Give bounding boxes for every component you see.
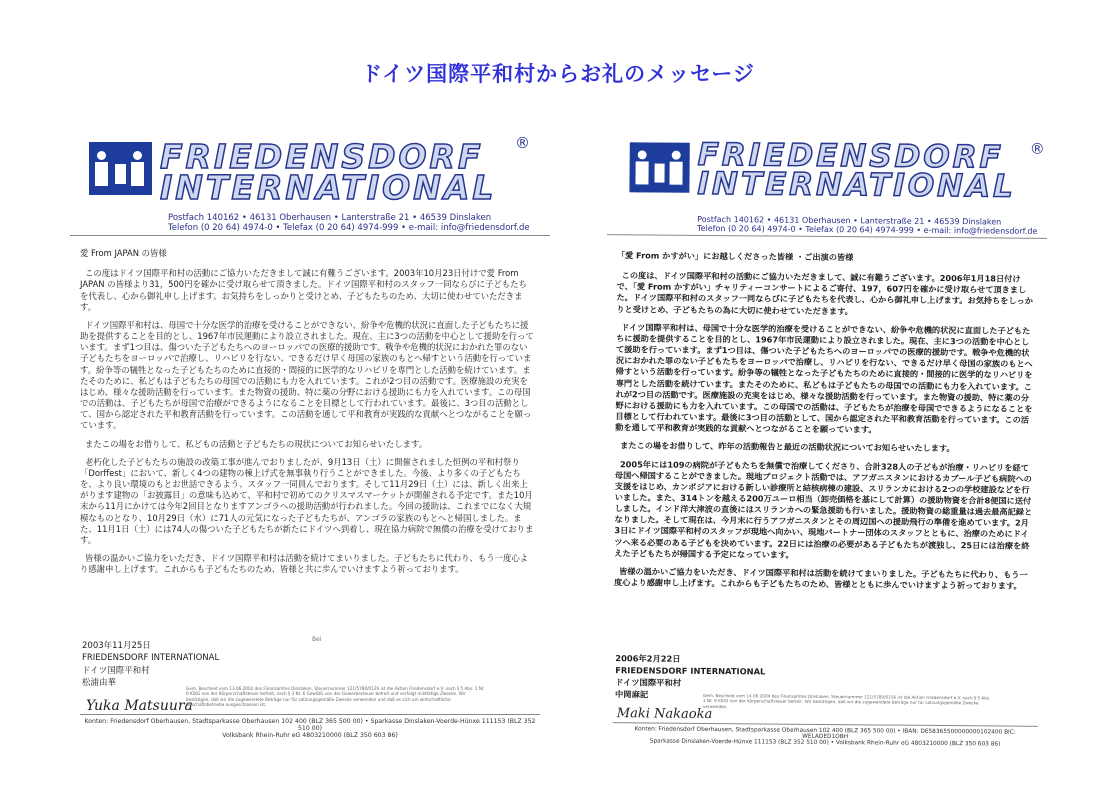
letter-date: 2006年2月22日: [615, 653, 681, 664]
bank-line-1: Konten: Friedensdorf Oberhausen, Stadtsparkasse Oberhausen 102 400 (BLZ 365 500 00) • Sparkasse Dinslaken-Voerde-Hünxe 111153 (BLZ 352 510 00): [84, 718, 536, 732]
bank-line-1: Konten: Friedensdorf Oberhausen, Stadtsparkasse Oberhausen 102 400 (BLZ 365 500 00) • IBAN: DE58365500000000102400 BIC: WELADED1OBH: [634, 726, 1016, 741]
legal-note: Gem. Bescheid vom 13.06.2002 des Finanzamtes Dinslaken, Steuernummer 121/5780/0126 ist die Aktion Friedensdorf e.V. nach § 5 Abs. 1 Nr. 9 KStG von der Körperschaftsteuer befreit, nach § 3 Nr. 6 GewStG von der Gewerbesteuer befreit und verfolgt mildtätige Zwecke. Wir bestätigen, daß wir die zugewendete Beträge nur für satzungsgemäße Zwecke verwenden und daß es sich um wirtschaftliche Geschäftsbetriebe ausgeschlossen ist.: [186, 686, 485, 707]
paragraph: ドイツ国際平和村は、母国で十分な医学的治療を受けることができない、紛争や危機的状況に直面した子どもたちに援助を提供することを目的とし、1967年市民運動により設立されました。現在、主に3つの活動を中心として援助を行っています。まず1つ目は、傷ついた子どもたちへのヨーロッパでの医療的援助です。戦争や危機的状況におかれた罪のない子どもたちをヨーロッパで治療し、リハビリを行ない、できるだけ早く母国の家族のもとへ帰すという活動を行っています。紛争等の犠牲となった子どもたちのために直接的・間接的に医学的なリハビリを専門とした活動を続けています。またそのために、私どもは子どもたちの母国での活動にも力を入れています。これが2つ目の活動です。医療施設の充実をはじめ、様々な援助活動を行っています。また物資の援助、特に薬の分野における援助にも力を入れています。この母国での活動は、子どもたちが治療を母国でできるようになることを目標として行われています。最後に3つ目の活動として、国から認定された平和教育活動を行っています。この活動を通して平和教育が実践的な貢献へとつながることを願っています。: [615, 321, 1033, 435]
letter-date: 2003年11月25日: [82, 641, 151, 651]
signature-block: [82, 640, 219, 689]
paragraph: 皆様の温かいご協力をいただき、ドイツ国際平和村は活動を続けてまいりました。子どもたちに代わり、もう一度心より感謝申し上げます。これからも子どもたちのため、皆様と共に歩んでいけますよう祈っております。: [80, 553, 529, 575]
org-name-en: FRIEDENSDORF INTERNATIONAL: [82, 653, 220, 664]
org-name-ja: ドイツ国際平和村: [615, 677, 682, 688]
paragraph: またこの場をお借りして、私どもの活動と子どもたちの現状についてお知らせいたします。: [85, 438, 428, 449]
legal-note: Gem. Bescheid vom 14.06.2004 des Finanzamtes Dinslaken, Steuernummer 121/5780/0156 ist die Aktion Friedensdorf e.V. nach § 5 Abs. 1 Nr. 9 KStG von der Körperschaftsteuer befreit. Wir bestätigen, daß wir die zugewendete Beträge nur für satzungsgemäße Zwecke verwenden.: [702, 692, 991, 709]
org-name-ja: ドイツ国際平和村: [82, 665, 150, 676]
friedensdorf-logo-icon: [89, 142, 152, 195]
wordmark-line-1: FRIEDENSDORF: [160, 137, 484, 176]
paragraph: またこの場をお借りして、昨年の活動報告と最近の活動状況についてお知らせいたします。: [620, 440, 955, 454]
org-name-en: FRIEDENSDORF INTERNATIONAL: [615, 665, 766, 677]
wordmark-line-1: FRIEDENSDORF: [697, 136, 1004, 176]
salutation: 「愛 From かすがい」にお越しくださった皆様 ・ご出演の皆様: [616, 250, 854, 263]
wordmark: [160, 137, 497, 207]
letterhead: [60, 128, 560, 208]
paragraph: 2005年には109の病院が子どもたちを無償で治療してくださり、合計328人の子どもが治療・リハビリを経て母国へ帰国することができました。現地プロジェクト活動では、アフガニスタンにおけるカブール子ども病院への支援をはじめ、カンボジアにおける新しい診療所と結核病棟の建設、スリランカにおける2つの学校建設などを行いました。また、314トンを越える200万ユーロ相当（卸売価格を基にして計算）の援助物資を合計8便国に送付しました。インド洋大津波の直後にはスリランカへの緊急援助も行いました。援助物資の総重量は過去最高記録となりました。そして現在は、今月末に行うアフガニスタンとその周辺国への援助飛行の準備を進めています。2月3日にドイツ国際平和村のスタッフが現地へ向かい、現地パートナー団体のスタッフとともに、治療のためにドイツへ来る必要のある子どもを決めています。22日には治療の必要がある子どもたちが渡独し、25日には治療を終えた子どもたちが帰国する予定になっています。: [614, 458, 1033, 560]
salutation: 愛 From JAPAN の皆様: [80, 248, 167, 258]
address-line: Postfach 140162 • 46131 Oberhausen • Lanterstraße 21 • 46539 Dinslaken: [168, 213, 492, 223]
wordmark-line-2: INTERNATIONAL: [697, 165, 1016, 205]
registered-mark: ®: [1029, 139, 1045, 158]
page-title: ドイツ国際平和村からお礼のメッセージ: [361, 62, 755, 86]
registered-mark: ®: [515, 134, 530, 152]
paragraph: この度はドイツ国際平和村の活動にご協力いただきまして誠に有難うございます。2003年10月23日付けで愛 From JAPAN の皆様より31，500円を確かに受け取らせて頂きました。ドイツ国際平和村のスタッフ一同ならびに子どもたちを代表し、心から御礼申し上げます。お気持ちをしっかりと受けとめ、子どもたちのため、大切に使わせていただきます。: [80, 268, 527, 312]
paragraph: 皆様の温かいご協力をいただき、ドイツ国際平和村は活動を続けてまいりました。子どもたちに代わり、もう一度心より感謝申し上げます。これからも子どもたちのため、皆様とともに歩んでいけますよう祈っております。: [613, 566, 1028, 591]
bank-footer: [613, 726, 1038, 748]
contact-line: Telefon (0 20 64) 4974-0 • Telefax (0 20 64) 4974-999 • e-mail: info@friedensdorf.de: [168, 223, 530, 233]
thank-you-letter-2003: [60, 128, 560, 743]
signatory-name: 松浦由華: [82, 677, 117, 688]
wordmark: [697, 136, 1016, 205]
paragraph: この度は、ドイツ国際平和村の活動にご協力いただきまして、誠に有難うございます。2006年1月18日付けで、「愛 From かすがい」チャリティーコンサートによるご寄付、197，607円を確かに受け取らせて頂きました。ドイツ国際平和村のスタッフ一同ならびに子どもたちを代表し、心から御礼申し上げます。お気持ちをしっかりと受けとめ、子どもたちの為に大切に使わせていただきます。: [616, 270, 1033, 316]
letter-body: [80, 248, 535, 582]
letterhead: [597, 122, 1060, 206]
thank-you-letter-2006: [593, 122, 1060, 754]
letter-body: [614, 250, 1037, 599]
wordmark-line-2: INTERNATIONAL: [160, 168, 497, 207]
friedensdorf-logo-icon: [629, 142, 689, 193]
bank-line-2: Volksbank Rhein-Ruhr eG 4803210000 (BLZ 350 603 86): [222, 732, 398, 739]
handwritten-signature: Maki Nakaoka: [616, 706, 713, 723]
bank-footer: [80, 718, 540, 739]
contact-line: Telefon (0 20 64) 4974-0 • Telefax (0 20 64) 4974-999 • e-mail: info@friedensdorf.de: [697, 223, 1038, 236]
closing-mark: Bei: [312, 636, 322, 643]
paragraph: ドイツ国際平和村は、母国で十分な医学的治療を受けることができない、紛争や危機的状況に直面した子どもたちに援助を提供することを目的とし、1967年市民運動により設立されました。現在、主に3つの活動を中心として援助を行っています。まず1つ目は、傷ついた子どもたちへのヨーロッパでの医療的援助です。戦争や危機的状況におかれた罪のない子どもたちをヨーロッパで治療し、リハビリを行ない、できるだけ早く母国の家族のもとへ帰すという活動を行っています。紛争等の犠牲となった子どもたちのために直接的・間接的に医学的なリハビリを専門とした活動を続けています。またそのために、私どもは子どもたちの母国での活動にも力を入れています。これが2つ目の活動です。医療施設の充実をはじめ、様々な援助活動を行っています。また物資の援助、特に薬の分野における援助にも力を入れています。この母国での活動は、子どもたちが母国で治療ができるようになることを目標として行われています。最後に、3つ目の活動として、国から認定された平和教育活動を行っています。この活動を通して平和教育が実践的な貢献へとつながることを願っています。: [80, 319, 534, 431]
bank-line-2: Sparkasse Dinslaken-Voerde-Hünxe 111153 (BLZ 352 510 00) • Volksbank Rhein-Ruhr eG 4803210000 (BLZ 350 603 86): [649, 738, 1001, 748]
handwritten-signature: Yuka Matsuura: [86, 698, 193, 714]
paragraph: 老朽化した子どもたちの施設の改築工事が進んでおりましたが、9月13日（土）に開催されました恒例の平和村祭り「Dorffest」において、新しく4つの建物の棟上げ式を無事執り行うことができました。今後、より多くの子どもたちを、より良い環境のもとお世話できるよう、スタッフ一同員んでおります。そして11月29日（土）には、新しく出来上がります建物の「お披露目」の意味も込めて、平和村で初めてのクリスマスマーケットが開催される予定です。また10月末から11月にかけては今年2回目となりますアンゴラへの援助活動が行われました。今回の援助は、これまでになく大規模なものとなり、10月29日（水）に71人の元気になった子どもたちが、アンゴラの家族のもとへと帰国しました。また、11月1日（土）には74人の傷ついた子どもたちが新たにドイツへ到着し、現在協力病院で無償の治療を受けております。: [80, 456, 534, 545]
signatory-name: 中岡麻記: [614, 689, 649, 700]
address-line: Postfach 140162 • 46131 Oberhausen • Lanterstraße 21 • 46539 Dinslaken: [697, 214, 1002, 227]
footer-divider: [80, 714, 540, 715]
header-divider: [70, 235, 550, 236]
